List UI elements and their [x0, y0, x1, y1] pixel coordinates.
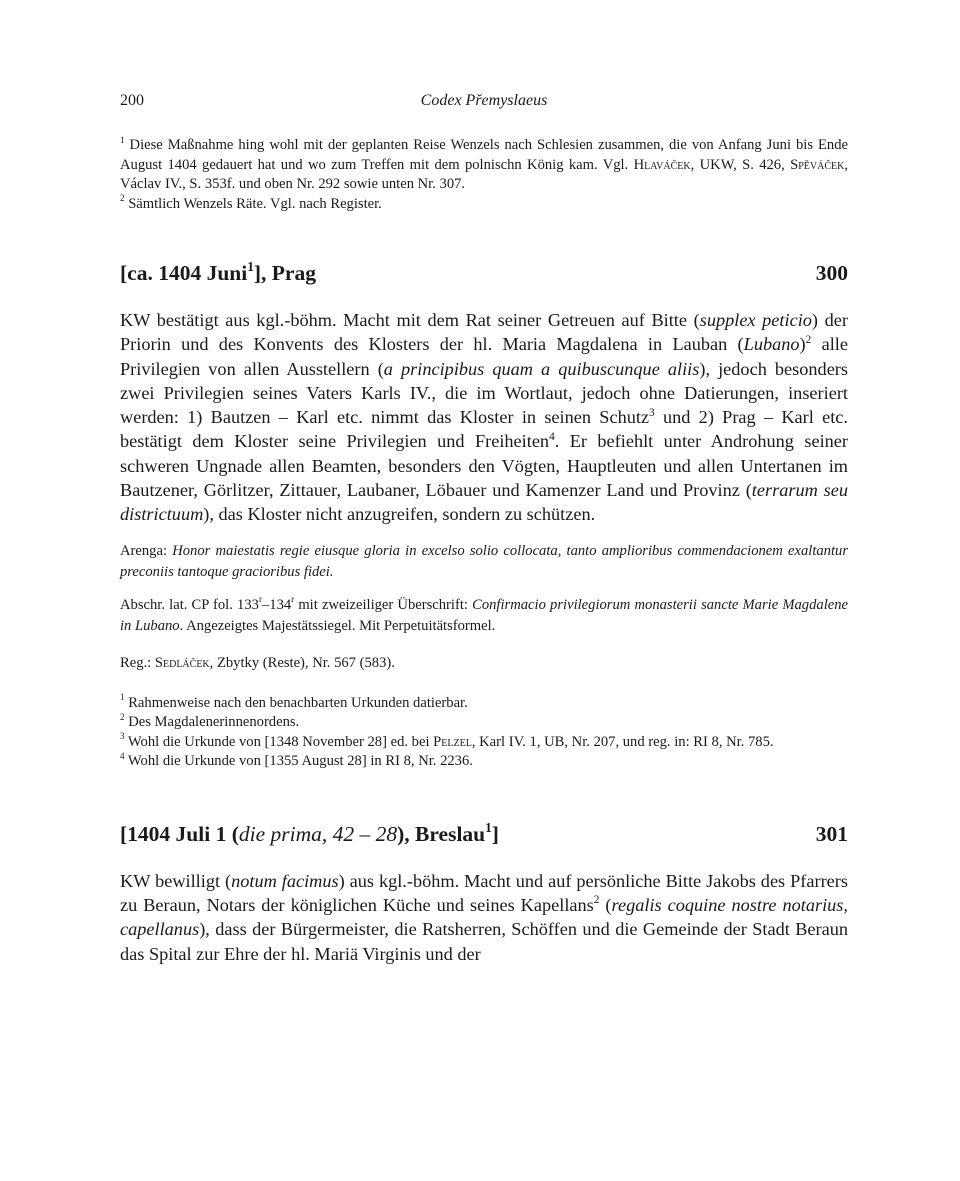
arenga: Arenga: Honor maiestatis regie eiusque gloria in excelso solio collocata, tanto amplioribus commendacionem exaltantur preconiis tantoque gracioribus fidei. — [120, 542, 848, 580]
footnote-3: $^3$ Wohl die Urkunde von [1348 November 28] ed. bei Pelzel, Karl IV. 1, UB, Nr. 207, und reg. in: RI 8, Nr. 785. — [120, 731, 774, 750]
footnote-2: $^2$ Sämtlich Wenzels Räte. Vgl. nach Register. — [120, 193, 382, 212]
document-page — [120, 92, 848, 966]
running-title: Codex Přemyslaeus — [420, 92, 548, 109]
footnote-2: $^2$ Des Magdalenerinnenordens. — [120, 711, 300, 731]
author-name: Hlaváček — [633, 156, 691, 173]
entry-301-heading — [120, 819, 848, 847]
entry-title: [1404 Juli 1 (die prima, 42 – 28), Breslau$^1$] — [120, 819, 499, 846]
footnote-4: $^4$ Wohl die Urkunde von [1355 August 28] in RI 8, Nr. 2236. — [120, 750, 473, 770]
entry-number: 301 — [815, 821, 848, 846]
author-name: Spěváček — [790, 156, 845, 173]
regest-reference: Reg.: Sedláček, Zbytky (Reste), Nr. 567 (583). — [120, 654, 395, 671]
footnote-1: $^1$ Diese Maßnahme hing wohl mit der geplanten Reise Wenzels nach Schlesien zusammen, die von Anfang Juni bis Ende August 1404 gedauert hat und wo zum Treffen mit dem polnischn König kam. Vgl. Hlaváček, UKW, S. 426, Spěváček, Václav IV., S. 353f. und oben Nr. 292 sowie unten Nr. 307. — [120, 134, 848, 192]
entry-301-regest: KW bewilligt (notum facimus) aus kgl.-böhm. Macht und auf persönliche Bitte Jakobs des Pfarrers zu Beraun, Notars der königlichen Küche und seines Kapellans$^2$ (regalis coquine nostre notarius, capellanus), dass der Bürgermeister, die Ratsherren, Schöffen und die Gemeinde der Stadt Beraun das Spital zur Ehre der hl. Mariä Virginis und der — [120, 870, 848, 964]
entry-title: [ca. 1404 Juni$^1$], Prag — [120, 259, 316, 285]
footnote-1: $^1$ Rahmenweise nach den benachbarten Urkunden datierbar. — [120, 692, 468, 711]
page-header — [120, 92, 848, 118]
entry-300-footnotes — [120, 694, 848, 772]
page-number: 200 — [120, 92, 144, 109]
top-footnotes — [120, 136, 848, 214]
entry-number: 300 — [815, 261, 848, 285]
entry-300-regest: KW bestätigt aus kgl.-böhm. Macht mit dem Rat seiner Getreuen auf Bitte (supplex peticio) der Priorin und des Konvents des Klosters der hl. Maria Magdalena in Lauban (Lubano)$^2$ alle Privilegien von allen Ausstellern (a principibus quam a quibuscunque aliis), jedoch besonders zwei Privilegien seines Vaters Karls IV., die im Wortlaut, jedoch ohne Datierungen, inseriert werden: 1) Bautzen – Karl etc. nimmt das Kloster in seinen Schutz$^3$ und 2) Prag – Karl etc. bestätigt dem Kloster seine Privilegien und Freiheiten$^4$. Er befiehlt unter Androhung seiner schweren Ungnade allen Beamten, besonders den Vögten, Hauptleuten und allen Untertanen im Bautzener, Görlitzer, Zittauer, Laubaner, Löbauer und Kamenzer Land und Provinz (terrarum seu districtuum), das Kloster nicht anzugreifen, sondern zu schützen. — [120, 310, 849, 525]
transmission-note: Abschr. lat. CP fol. 133$^r$–134$^r$ mit zweizeiliger Überschrift: Confirmacio privilegiorum monasterii sancte Marie Magdalene in Lubano. Angezeigtes Majestätssiegel. Mit Perpetuitätsformel. — [120, 594, 848, 634]
entry-300-heading — [120, 261, 848, 286]
